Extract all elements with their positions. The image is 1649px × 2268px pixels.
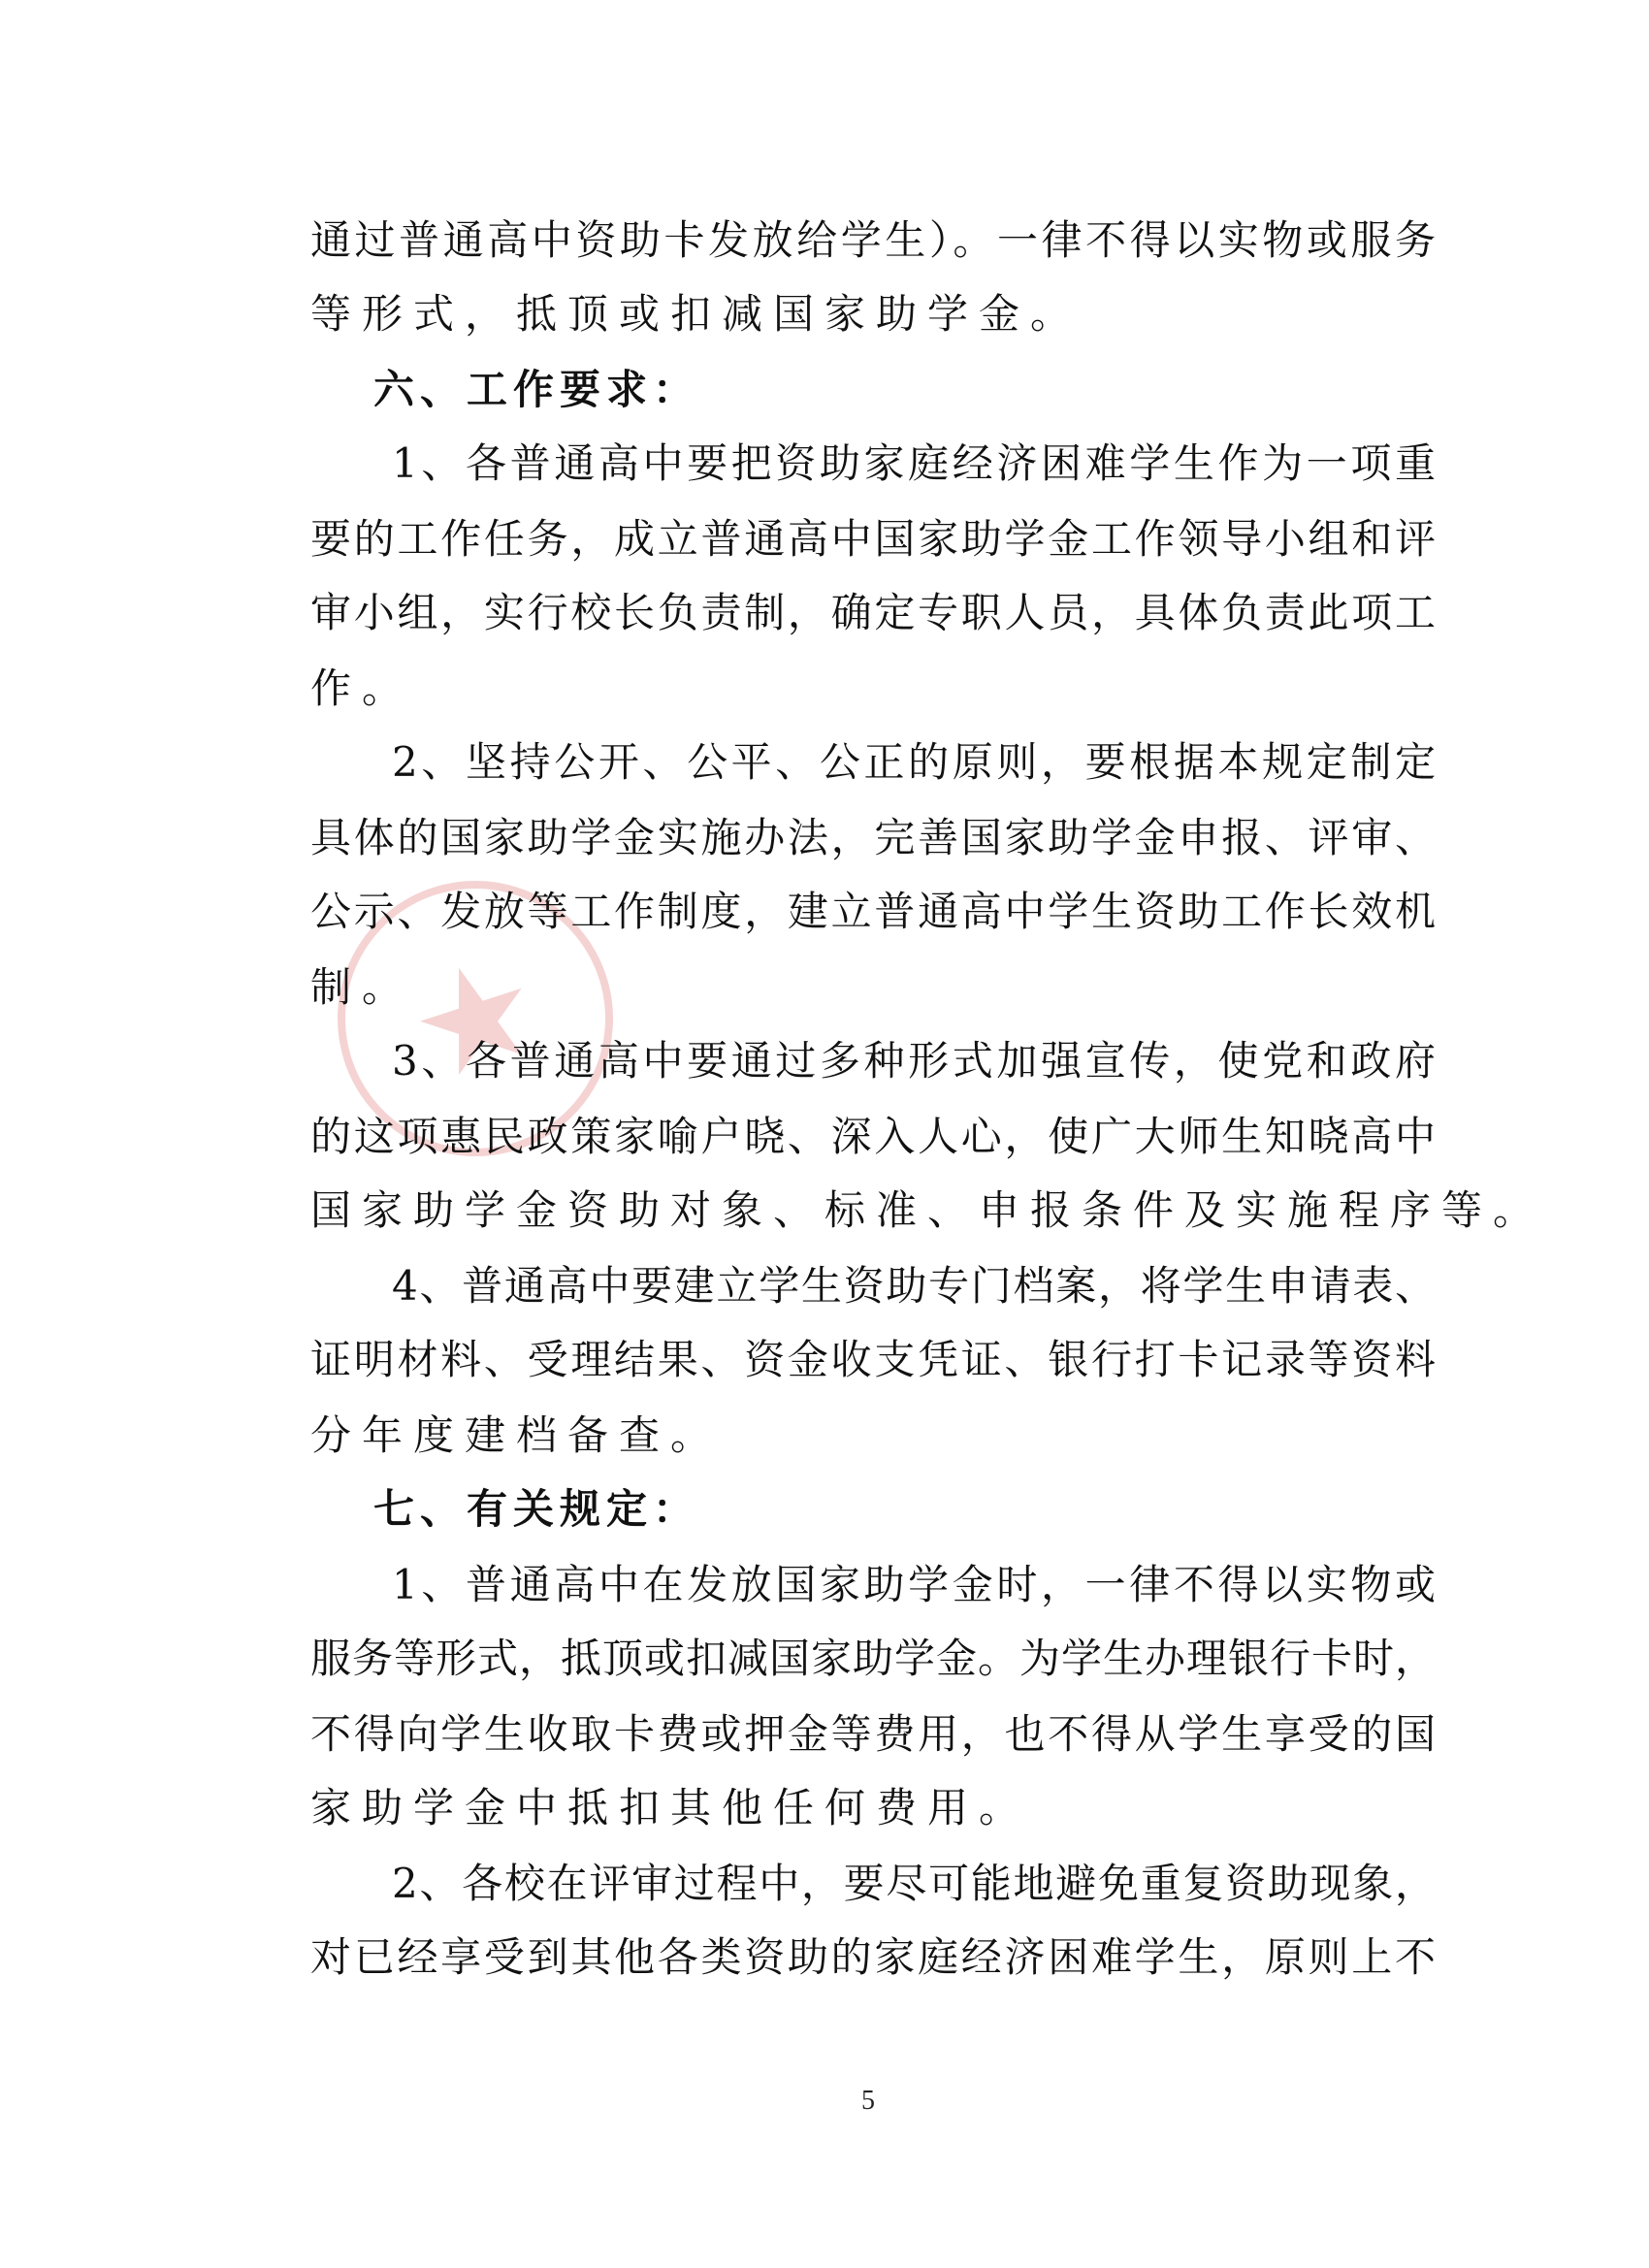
text-line: 等形式，抵顶或扣减国家助学金。 — [310, 290, 1083, 338]
text-line: 1、普通高中在发放国家助学金时，一律不得以实物或 — [392, 1561, 1436, 1608]
text-line: 分年度建档备查。 — [310, 1411, 723, 1459]
text-line: 3、各普通高中要通过多种形式加强宣传，使党和政府 — [392, 1037, 1436, 1085]
text-line: 通过普通高中资助卡发放给学生）。一律不得以实物或服务 — [310, 216, 1436, 264]
text-line: 审小组，实行校长负责制，确定专职人员，具体负责此项工 — [310, 589, 1436, 636]
text-line: 服务等形式，抵顶或扣减国家助学金。为学生办理银行卡时， — [310, 1635, 1436, 1682]
text-line: 作。 — [310, 664, 414, 712]
text-line: 具体的国家助学金实施办法，完善国家助学金申报、评审、 — [310, 814, 1436, 861]
text-line: 国家助学金资助对象、标准、申报条件及实施程序等。 — [310, 1186, 1545, 1234]
text-line: 2、坚持公开、公平、公正的原则，要根据本规定制定 — [392, 738, 1436, 786]
text-line: 1、各普通高中要把资助家庭经济困难学生作为一项重 — [392, 439, 1436, 487]
text-line: 不得向学生收取卡费或押金等费用，也不得从学生享受的国 — [310, 1710, 1436, 1758]
text-line: 的这项惠民政策家喻户晓、深入人心，使广大师生知晓高中 — [310, 1113, 1436, 1160]
text-line: 家助学金中抵扣其他任何费用。 — [310, 1784, 1031, 1831]
text-line: 2、各校在评审过程中，要尽可能地避免重复资助现象， — [392, 1860, 1436, 1907]
text-line: 要的工作任务，成立普通高中国家助学金工作领导小组和评 — [310, 515, 1436, 563]
section-heading: 六、工作要求： — [373, 366, 700, 413]
text-line: 制。 — [310, 963, 414, 1011]
text-line: 对已经享受到其他各类资助的家庭经济困难学生，原则上不 — [310, 1933, 1436, 1981]
page-number: 5 — [861, 2086, 875, 2116]
text-line: 公示、发放等工作制度，建立普通高中学生资助工作长效机 — [310, 888, 1436, 935]
text-line: 4、普通高中要建立学生资助专门档案，将学生申请表、 — [392, 1262, 1436, 1310]
text-line: 证明材料、受理结果、资金收支凭证、银行打卡记录等资料 — [310, 1336, 1436, 1383]
section-heading: 七、有关规定： — [373, 1485, 700, 1533]
